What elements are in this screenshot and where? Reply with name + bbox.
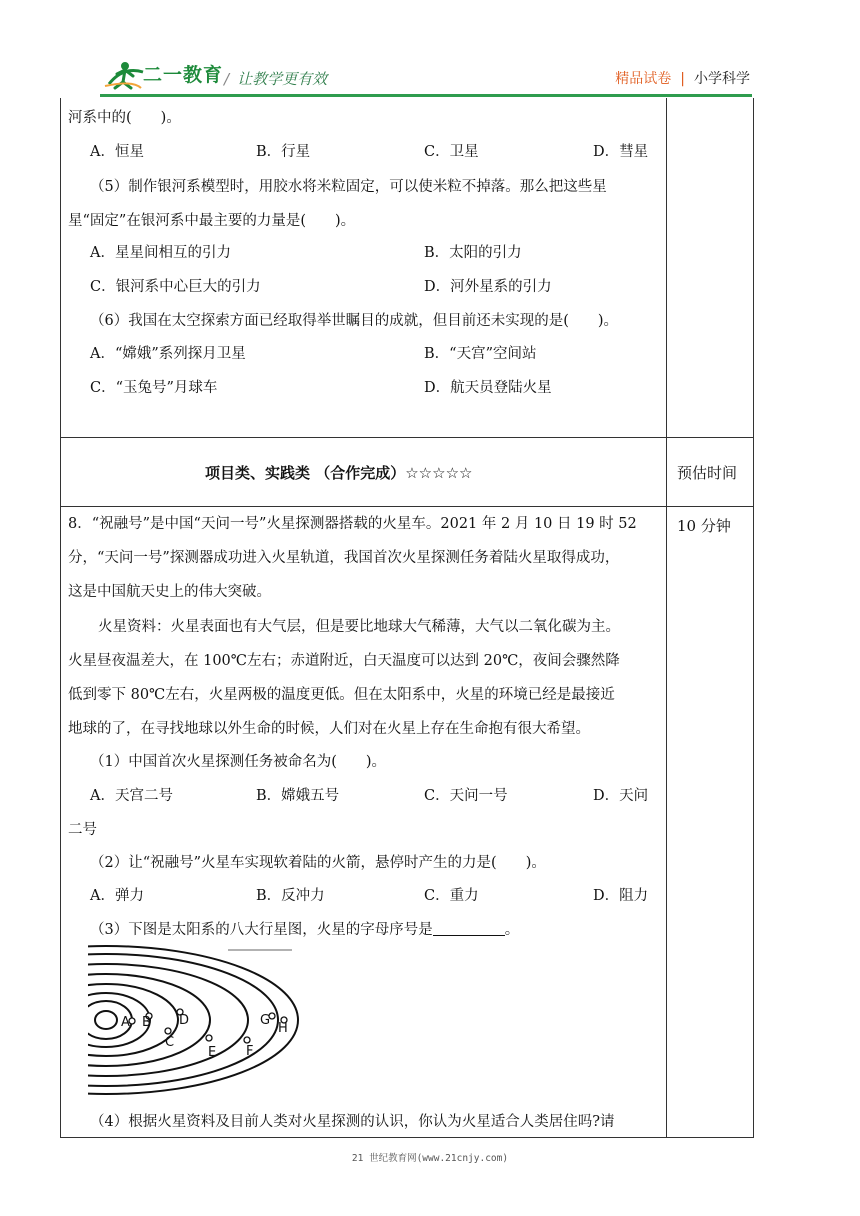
q8-intro-2: 分，“天问一号”探测器成功进入火星轨道，我国首次火星探测任务着陆火星取得成功， — [68, 550, 620, 566]
q8-sub4: （4）根据火星资料及目前人类对火星探测的认识，你认为火星适合人类居住吗?请 — [90, 1114, 615, 1130]
planet-label-d: D — [179, 1013, 190, 1028]
q8-sub1-option-b: B．嫦娥五号 — [256, 788, 340, 804]
section-title: 项目类、实践类 （合作完成）☆☆☆☆☆ — [205, 464, 473, 482]
q8-info-3: 低到零下 80℃左右，火星两极的温度更低。但在太阳系中，火星的环境已经是最接近 — [68, 687, 615, 703]
q8-sub3: （3）下图是太阳系的八大行星图，火星的字母序号是 。 — [90, 922, 520, 938]
q8-sub1-option-d: D．天问 — [593, 788, 649, 804]
header-subject: 小学科学 — [694, 71, 750, 87]
q8-sub2-option-a: A．弹力 — [90, 888, 144, 904]
q8-sub1-option-a: A．天宫二号 — [90, 788, 173, 804]
q4-text-cont: 河系中的( )。 — [68, 110, 181, 126]
answer-blank[interactable] — [433, 921, 505, 936]
planet-label-h: H — [278, 1021, 288, 1036]
q5-option-b: B．太阳的引力 — [424, 245, 522, 261]
q8-sub2: （2）让“祝融号”火星车实现软着陆的火箭，悬停时产生的力是( )。 — [90, 855, 546, 871]
q6-option-c: C．“玉兔号”月球车 — [90, 380, 218, 396]
slogan: / 让教学更有效 — [224, 70, 328, 88]
q8-sub1-wrap: 二号 — [68, 822, 97, 838]
q8-info-4: 地球的了，在寻找地球以外生命的时候，人们对在火星上存在生命抱有很大希望。 — [68, 721, 590, 737]
q8-sub2-option-d: D．阻力 — [593, 888, 649, 904]
q6-option-d: D．航天员登陆火星 — [424, 380, 552, 396]
q6-line: （6）我国在太空探索方面已经取得举世瞩目的成就，但目前还未实现的是( )。 — [90, 313, 619, 329]
q5-line2: 星“固定”在银河系中最主要的力量是( )。 — [68, 213, 356, 229]
q5-option-d: D．河外星系的引力 — [424, 279, 552, 295]
planet-label-c: C — [165, 1035, 175, 1050]
planet-label-b: B — [142, 1015, 151, 1030]
q4-option-b: B．行星 — [256, 144, 311, 160]
logo-text: 二一教育 — [143, 64, 224, 86]
page-footer: 21 世纪教育网(www.21cnjy.com) — [351, 1153, 509, 1164]
q8-info-1: 火星资料：火星表面也有大气层，但是要比地球大气稀薄，大气以二氧化碳为主。 — [98, 619, 620, 635]
planet-label-g: G — [260, 1013, 271, 1028]
q8-sub2-option-c: C．重力 — [424, 888, 479, 904]
q5-line1: （5）制作银河系模型时，用胶水将米粒固定，可以使米粒不掉落。那么把这些星 — [90, 179, 607, 195]
time-header: 预估时间 — [677, 464, 738, 482]
q6-option-a: A．“嫦娥”系列探月卫星 — [90, 346, 246, 362]
q4-option-c: C．卫星 — [424, 144, 479, 160]
q4-option-d: D．彗星 — [593, 144, 649, 160]
q8-sub2-option-b: B．反冲力 — [256, 888, 325, 904]
planet-label-a: A — [121, 1015, 130, 1030]
header-right: 精品试卷 | 小学科学 — [615, 71, 750, 87]
solar-system-diagram — [88, 944, 308, 1098]
q4-option-a: A．恒星 — [90, 144, 144, 160]
header-rule — [100, 94, 752, 97]
q8-sub1-option-c: C．天问一号 — [424, 788, 508, 804]
q8-intro-1: 8．“祝融号”是中国“天问一号”火星探测器搭载的火星车。2021 年 2 月 10 日 19 时 52 — [68, 516, 637, 532]
q5-option-a: A．星星间相互的引力 — [90, 245, 231, 261]
q8-sub1: （1）中国首次火星探测任务被命名为( )。 — [90, 754, 387, 770]
planet-label-e: E — [208, 1045, 217, 1060]
q8-intro-3: 这是中国航天史上的伟大突破。 — [68, 584, 271, 600]
header-label: 精品试卷 — [615, 71, 672, 87]
time-value: 10 分钟 — [677, 517, 731, 535]
planet-label-f: F — [246, 1044, 254, 1059]
q5-option-c: C．银河系中心巨大的引力 — [90, 279, 261, 295]
page-header — [0, 0, 860, 100]
q8-info-2: 火星昼夜温差大，在 100℃左右；赤道附近，白天温度可以达到 20℃，夜间会骤然降 — [68, 653, 620, 669]
q6-option-b: B．“天宫”空间站 — [424, 346, 537, 362]
